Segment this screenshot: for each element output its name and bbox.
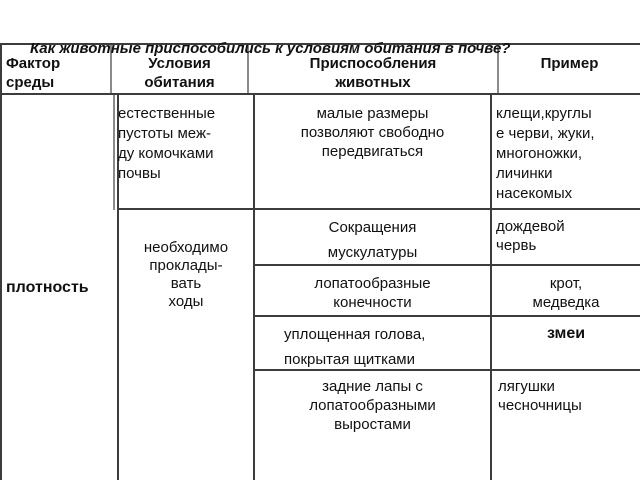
header-factor: Фактор среды bbox=[6, 55, 61, 91]
adaptation-cell-1: малые размеры позволяют свободно передвигаться bbox=[300, 105, 445, 160]
header-divider bbox=[0, 93, 640, 95]
example-cell-4: змеи bbox=[546, 325, 586, 342]
adaptation-cell-4: уплощенная голова, покрытая щитками bbox=[284, 326, 426, 368]
header-conditions: Условия обитания bbox=[144, 55, 215, 91]
table-border-left bbox=[0, 43, 2, 480]
example-cell-3: крот, медведка bbox=[532, 275, 600, 311]
row1-condition-frame bbox=[113, 95, 115, 210]
row-divider-1 bbox=[117, 208, 640, 210]
header-example: Пример bbox=[540, 55, 599, 72]
example-cell-1: клещи,круглы е черви, жуки, многоножки, личинки насекомых bbox=[496, 105, 595, 202]
adaptation-cell-5: задние лапы с лопатообразными выростами bbox=[309, 378, 436, 433]
condition-cell-2: необходимо проклады- вать ходы bbox=[143, 239, 229, 310]
row-divider-3 bbox=[253, 315, 640, 317]
header-adaptations: Приспособления животных bbox=[309, 55, 437, 91]
adaptation-cell-2: Сокращения мускулатуры bbox=[327, 219, 418, 261]
example-cell-5: лягушки чесночницы bbox=[498, 378, 582, 414]
example-cell-2: дождевой червь bbox=[496, 218, 565, 254]
adaptation-cell-3: лопатообразные конечности bbox=[314, 275, 431, 311]
table-title: Как животные приспособились к условиям обитания в почве? bbox=[30, 40, 511, 57]
condition-cell-1: естественные пустоты меж- ду комочками почвы bbox=[118, 105, 216, 182]
factor-cell: плотность bbox=[6, 279, 89, 296]
